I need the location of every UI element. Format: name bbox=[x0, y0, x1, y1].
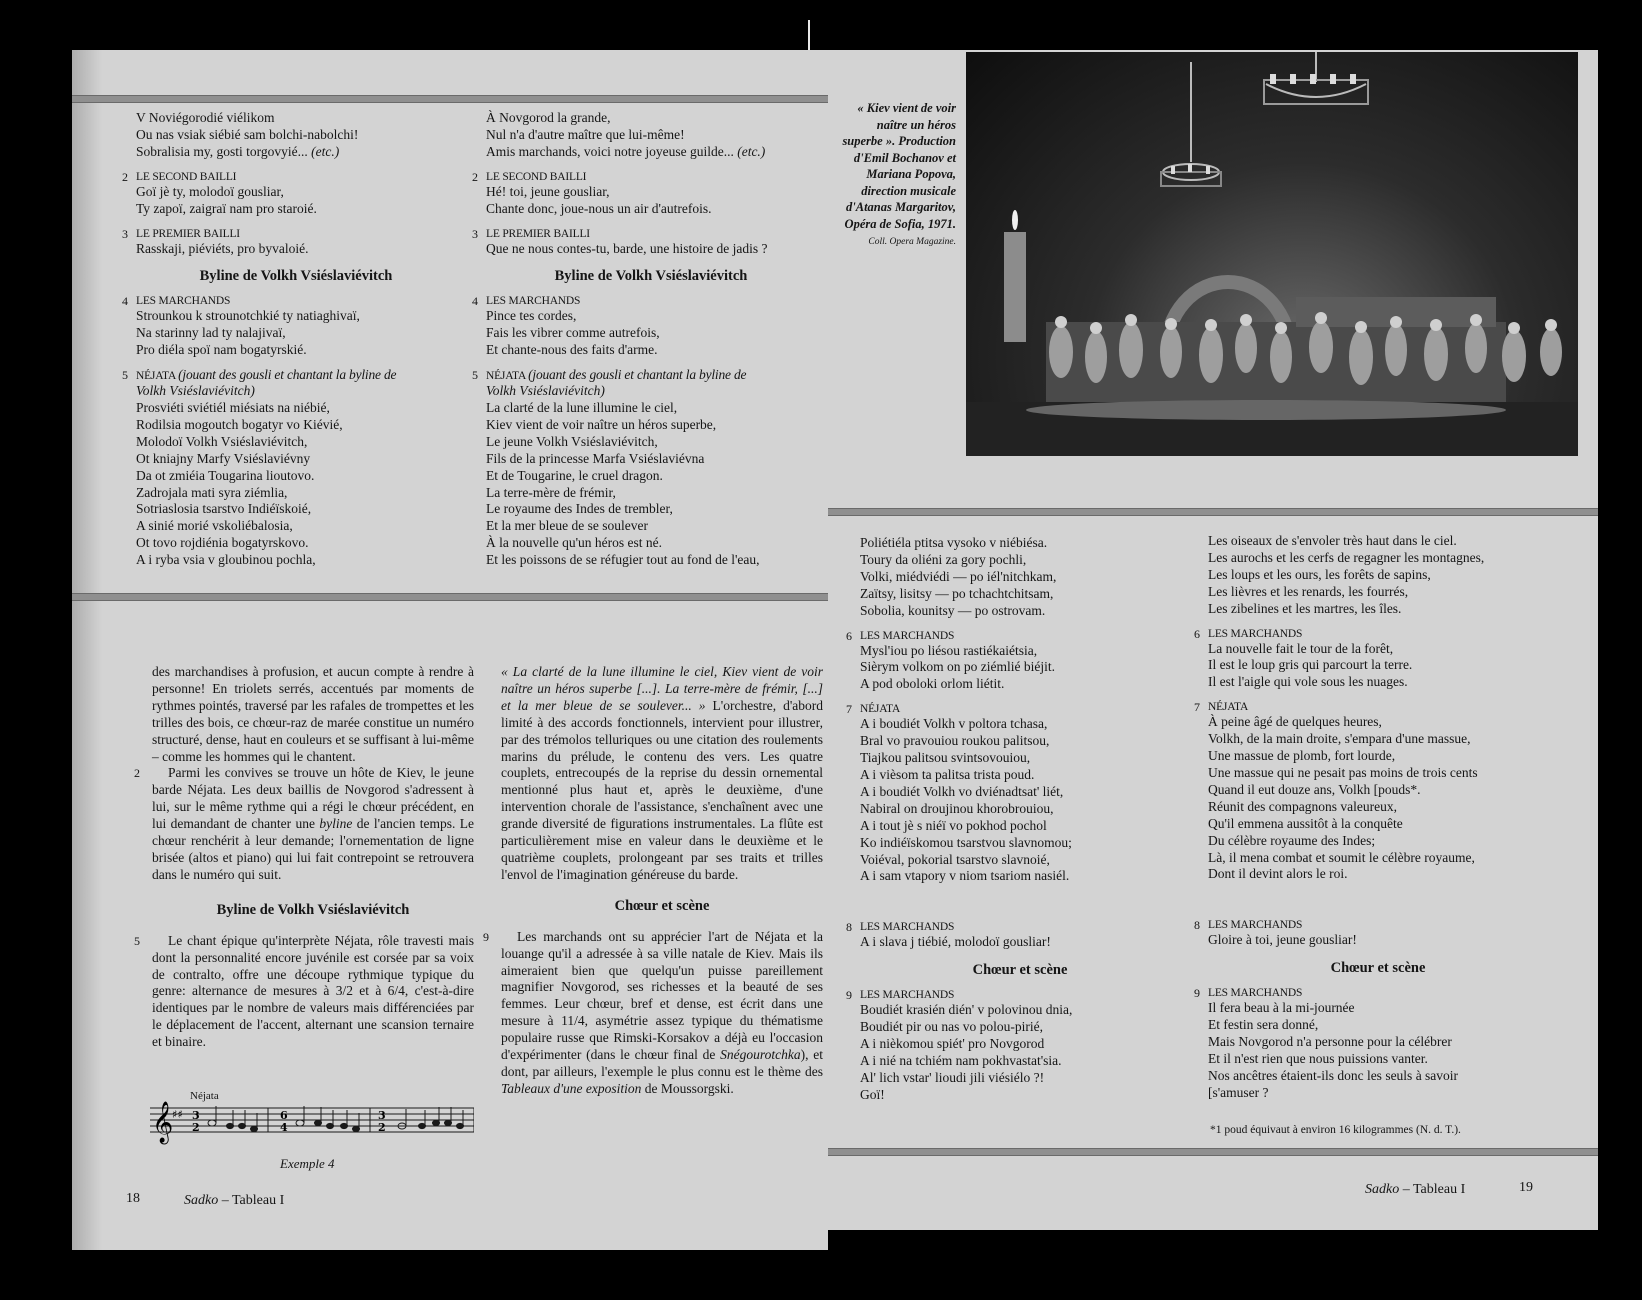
verse-line: Rodilsia mogoutch bogatyr vo Kiévié, bbox=[136, 416, 343, 432]
commentary-text: Parmi les convives se trouve un hôte de Kiev, le jeune barde Néjata. Les deux baillis de Novgorod s'adressent à lui, sur le même rythme qui a régi le chœur précédent, en lui demandant de chanter une bbox=[152, 765, 474, 832]
verse-line: Quand il eut douze ans, Volkh [pouds*. bbox=[1208, 781, 1421, 797]
verse-line: Les lièvres et les renards, les fourrés, bbox=[1208, 583, 1409, 599]
footer-running-title-right bbox=[1365, 1182, 1465, 1198]
speaker-name: LES MARCHANDS bbox=[486, 295, 581, 308]
etc-marker: (etc.) bbox=[311, 143, 340, 159]
verse-line: A i boudiét Volkh v poltora tchasa, bbox=[860, 716, 1048, 732]
speaker-label bbox=[472, 226, 816, 241]
paragraph-number: 9 bbox=[483, 929, 489, 944]
verse-line: Kiev vient de voir naître un héros superbe, bbox=[486, 416, 717, 432]
verse-line: Et les poissons de se réfugier tout au fond de l'eau, bbox=[486, 552, 760, 568]
speaker-label bbox=[846, 988, 1180, 1003]
footer-page-number-left: 18 bbox=[126, 1191, 140, 1206]
verse-line: Voiéval, pokorial tsarstvo slavnoié, bbox=[860, 851, 1050, 867]
verse-line: La nouvelle fait le tour de la forêt, bbox=[1208, 640, 1394, 656]
verse-line: Mais Novgorod n'a personne pour la célébrer bbox=[1208, 1033, 1452, 1049]
speaker-name: NÉJATA bbox=[136, 370, 176, 383]
verse-line: Goï! bbox=[860, 1086, 885, 1102]
speaker-name: LES MARCHANDS bbox=[1208, 919, 1303, 932]
speaker-label bbox=[122, 169, 456, 184]
speaker-name: LE PREMIER BAILLI bbox=[486, 227, 590, 240]
speaker-name: LES MARCHANDS bbox=[1208, 987, 1303, 1000]
verse-line: Da ot zmiéia Tougarina lioutovo. bbox=[136, 467, 315, 483]
stage-direction: (jouant des gousli et chantant la byline de bbox=[528, 367, 747, 383]
verse-line: La terre-mère de frémir, bbox=[486, 484, 616, 500]
verse-line: Dont il devint alors le roi. bbox=[1208, 866, 1348, 882]
verse-column-french-right bbox=[1194, 533, 1548, 1102]
verse-line: A i vièsom ta palitsa trista poud. bbox=[860, 766, 1035, 782]
verse-line: Nos ancêtres étaient-ils donc les seuls à savoir bbox=[1208, 1067, 1459, 1083]
verse-line: Que ne nous contes-tu, barde, une histoire de jadis ? bbox=[486, 240, 768, 256]
footer-title: Sadko bbox=[184, 1193, 219, 1208]
speaker-name: NÉJATA bbox=[1208, 701, 1249, 714]
verse-line: Poliétiéla ptitsa vysoko v niébiésa. bbox=[860, 535, 1048, 550]
svg-text:3: 3 bbox=[192, 1109, 200, 1122]
etc-marker: (etc.) bbox=[737, 143, 766, 159]
stanza-number: 3 bbox=[122, 226, 128, 241]
verse-heading: Chœur et scène bbox=[972, 962, 1068, 979]
commentary-text: de l'ancien temps. Le chœur renchérit à leur demande; l'ornementation de ligne brisée (altos et piano) qui lui fait contrepoint se retrouvera dans le numéro qui suit. bbox=[152, 816, 474, 882]
commentary-text: ), et dont, par ailleurs, l'exemple le plus connu est le thème des bbox=[501, 1047, 823, 1079]
stanza-number: 9 bbox=[1194, 986, 1200, 1001]
verse-line: A pod oboloki orlom liétit. bbox=[860, 676, 1005, 692]
verse-stanza bbox=[846, 702, 1180, 885]
verse-line: À la nouvelle qu'un héros est né. bbox=[486, 535, 663, 551]
stanza-number: 8 bbox=[846, 920, 852, 935]
stanza-number: 7 bbox=[846, 702, 852, 717]
footer-tableau: – Tableau I bbox=[1402, 1182, 1466, 1197]
verse-line: A i sam vtapory v niom tsariom nasiél. bbox=[860, 868, 1070, 884]
stage-direction: Volkh Vsiéslaviévitch) bbox=[136, 383, 255, 399]
stanza-number: 6 bbox=[846, 628, 852, 643]
commentary-italic: byline bbox=[319, 816, 353, 832]
verse-line: Goï jè ty, molodoï gousliar, bbox=[136, 183, 284, 199]
footer-tableau: – Tableau I bbox=[221, 1193, 285, 1208]
verse-gap bbox=[860, 885, 1180, 911]
verse-line: Tiajkou palitsou svintsovouiou, bbox=[860, 750, 1031, 766]
verse-stanza bbox=[122, 169, 456, 218]
speaker-label bbox=[1194, 918, 1548, 933]
verse-line: Volki, miédviédi — po iél'nitchkam, bbox=[860, 568, 1057, 584]
verse-line: Sotriaslosia tsarstvo Indiéïskoié, bbox=[136, 501, 312, 517]
speaker-label bbox=[472, 169, 816, 184]
verse-line: Sobolia, kounitsy — po ostrovam. bbox=[860, 602, 1046, 618]
verse-stanza bbox=[122, 367, 456, 569]
verse-line: Sobralisia my, gosti torgovyié... (etc.) bbox=[136, 143, 340, 159]
svg-text:2: 2 bbox=[192, 1121, 200, 1134]
verse-line: A i nièkomou spiét' pro Novgorod bbox=[860, 1035, 1045, 1051]
stage-direction: Volkh Vsiéslaviévitch) bbox=[486, 383, 605, 399]
verse-line: [s'amuser ? bbox=[1208, 1084, 1269, 1100]
stage-photograph-art bbox=[966, 52, 1578, 456]
speaker-name: LES MARCHANDS bbox=[136, 295, 231, 308]
caption-text: « Kiev vient de voir naître un héros superbe ». Production d'Emil Bochanov et Mariana Popova, direction musicale d'Atanas Margaritov, Opéra de Sofia, 1971. bbox=[842, 101, 956, 231]
stanza-number: 8 bbox=[1194, 918, 1200, 933]
speaker-label bbox=[1194, 626, 1548, 641]
speaker-name: LE PREMIER BAILLI bbox=[136, 227, 240, 240]
speaker-name: LE SECOND BAILLI bbox=[486, 170, 587, 183]
music-example-staff bbox=[150, 1088, 474, 1148]
commentary-paragraph-1: des marchandises à profusion, et aucun compte à rendre à personne! En triolets serrés, accentués par moments de rythmes pointés, traversé par les rafales de trompettes et les trilles des bois, ce chœur-raz de marée constitue un numéro structuré, dense, haut en couleurs et se suffisant à lui-même – comme les hommes qui le chantent. bbox=[152, 664, 474, 764]
verse-column-russian-right bbox=[846, 535, 1180, 1104]
commentary-column-2 bbox=[483, 664, 824, 1098]
verse-line: Les oiseaux de s'envoler très haut dans le ciel. bbox=[1208, 533, 1457, 548]
verse-line: Mysl'iou po liésou rastiékaiétsia, bbox=[860, 642, 1038, 658]
verse-stanza bbox=[860, 535, 1180, 620]
speaker-name: LES MARCHANDS bbox=[860, 989, 955, 1002]
verse-line: Il fera beau à la mi-journée bbox=[1208, 1000, 1355, 1016]
verse-line: Gloire à toi, jeune gousliar! bbox=[1208, 932, 1357, 948]
photo-credit: Coll. Opera Magazine. bbox=[868, 237, 956, 247]
verse-stanza bbox=[846, 920, 1180, 951]
verse-heading: Byline de Volkh Vsiéslaviévitch bbox=[554, 268, 748, 285]
verse-line: Les loups et les ours, les forêts de sapins, bbox=[1208, 566, 1431, 582]
verse-line: Strounkou k strounotchkié ty natiaghivaï, bbox=[136, 308, 360, 324]
verse-line: Là, il mena combat et soumit le célèbre royaume, bbox=[1208, 849, 1475, 865]
commentary-text: Les marchands ont su apprécier l'art de Néjata et la louange qu'il a adressée à sa ville natale de Kiev. Mais ils aimeraient bien que quelqu'un puisse pareillement magnifier Novgorod, ses richesses et la beauté de ses femmes. Leur chœur, bref et dense, est écrit dans une mesure à 11/4, asymétrie assez typique du thématisme populaire russe que Rimski-Korsakov a déjà eu l'occasion d'expérimenter (dans le chœur final de bbox=[501, 928, 823, 1063]
stanza-number: 4 bbox=[472, 294, 478, 309]
verse-line: Zadrojala mati syra ziémlia, bbox=[136, 484, 288, 500]
speaker-label bbox=[1194, 986, 1548, 1001]
speaker-label bbox=[122, 226, 456, 241]
speaker-name: NÉJATA bbox=[486, 370, 526, 383]
commentary-text: de Moussorgski. bbox=[641, 1080, 734, 1096]
verse-line: Et il n'est rien que nous puissions vanter. bbox=[1208, 1050, 1428, 1066]
stanza-number: 3 bbox=[472, 226, 478, 241]
stanza-number: 7 bbox=[1194, 700, 1200, 715]
verse-line: Bral vo pravouiou roukou palitsou, bbox=[860, 733, 1050, 749]
speaker-label bbox=[472, 294, 816, 309]
stage-photograph bbox=[966, 52, 1578, 456]
verse-line: Ot kniajny Marfy Vsiéslaviévny bbox=[136, 450, 311, 466]
stanza-number: 4 bbox=[122, 294, 128, 309]
verse-heading: Chœur et scène bbox=[1330, 960, 1426, 977]
verse-gap bbox=[1208, 883, 1548, 909]
verse-line: Pro diéla spoï nam bogatyrskié. bbox=[136, 342, 307, 358]
verse-line: Une massue de plomb, fort lourde, bbox=[1208, 748, 1396, 764]
verse-line: Hé! toi, jeune gousliar, bbox=[486, 183, 610, 199]
example-voice-label: Néjata bbox=[190, 1090, 219, 1102]
verse-line: Du célèbre royaume des Indes; bbox=[1208, 832, 1376, 848]
verse-stanza bbox=[122, 226, 456, 258]
verse-line: Et la mer bleue de se soulever bbox=[486, 518, 648, 534]
page-shadow bbox=[72, 50, 102, 1250]
footer-page-number-right: 19 bbox=[1519, 1180, 1533, 1195]
svg-text:𝄞: 𝄞 bbox=[152, 1102, 174, 1143]
middle-rule bbox=[72, 593, 828, 601]
verse-stanza bbox=[472, 294, 816, 359]
paragraph-number: 2 bbox=[134, 766, 140, 781]
footer-title: Sadko bbox=[1365, 1182, 1400, 1197]
verse-line: Le royaume des Indes de trembler, bbox=[486, 501, 673, 517]
verse-line: Prosviéti sviétiél miésiats na niébié, bbox=[136, 399, 330, 415]
photo-caption bbox=[836, 100, 956, 251]
verse-line: Volkh, de la main droite, s'empara d'une massue, bbox=[1208, 731, 1471, 747]
verse-line: À Novgorod la grande, bbox=[486, 110, 611, 125]
commentary-paragraph-3 bbox=[134, 932, 474, 1051]
speaker-label bbox=[846, 702, 1180, 717]
verse-line: Les aurochs et les cerfs de regagner les montagnes, bbox=[1208, 549, 1485, 565]
verse-line: Le jeune Volkh Vsiéslaviévitch, bbox=[486, 433, 658, 449]
verse-line: Na starinny lad ty nalajivaï, bbox=[136, 325, 286, 341]
speaker-name: LES MARCHANDS bbox=[860, 921, 955, 934]
verse-line: Sièrym volkom on po ziémlié biéjit. bbox=[860, 659, 1055, 675]
verse-line: A i slava j tiébié, molodoï gousliar! bbox=[860, 934, 1051, 950]
upper-rule bbox=[828, 508, 1598, 516]
commentary-paragraph-5 bbox=[483, 928, 823, 1098]
verse-line: Nul n'a d'autre maître que lui-même! bbox=[486, 126, 685, 142]
verse-line: Les zibelines et les martres, les îles. bbox=[1208, 600, 1402, 616]
stage-direction: (jouant des gousli et chantant la byline de bbox=[178, 367, 397, 383]
verse-stanza bbox=[1194, 986, 1548, 1101]
commentary-italic: Tableaux d'une exposition bbox=[501, 1080, 642, 1096]
verse-line: Amis marchands, voici notre joyeuse guilde... (etc.) bbox=[486, 143, 766, 159]
speaker-label bbox=[846, 628, 1180, 643]
commentary-paragraph-4 bbox=[501, 664, 823, 884]
verse-line: A i nié na tchiém nam pokhvastat'sia. bbox=[860, 1052, 1062, 1068]
speaker-name: NÉJATA bbox=[860, 703, 901, 716]
section-heading-choeur: Chœur et scène bbox=[614, 897, 710, 914]
speaker-label bbox=[1194, 700, 1548, 715]
verse-line: Toury da oliéni za gory pochli, bbox=[860, 551, 1027, 567]
verse-line: À peine âgé de quelques heures, bbox=[1208, 714, 1382, 730]
verse-line: Et festin sera donné, bbox=[1208, 1017, 1319, 1033]
verse-line: Et de Tougarine, le cruel dragon. bbox=[486, 467, 663, 483]
verse-stanza bbox=[472, 226, 816, 258]
verse-stanza bbox=[1194, 700, 1548, 883]
commentary-text: L'orchestre, d'abord limité à des accords fonctionnels, intervient pour illustrer, par des trémolos telluriques ou une citation des roulements marins du prélude, le contenu des vers. Les quatre couplets, entrecoupés de la reprise du dessin ornemental mentionné plus haut et, après le deuxième, d'une intervention chorale de l'assistance, s'enchaînent avec une grande diversité de figurations instrumentales. La flûte est particulièrement mise en valeur dans le deuxième et le quatrième couplets, prolongeant par ses traits et trilles l'envol de l'imagination généreuse du barde. bbox=[501, 697, 824, 882]
speaker-name: LE SECOND BAILLI bbox=[136, 170, 237, 183]
verse-line: Molodoï Volkh Vsiéslaviévitch, bbox=[136, 433, 308, 449]
commentary-quote: « La clarté de la lune illumine le ciel, Kiev vient de voir naître un héros superbe [...]. La terre-mère de frémir, [...] et la mer bleue de se soulever... » bbox=[501, 664, 823, 713]
speaker-label bbox=[846, 920, 1180, 935]
verse-line: A i boudiét Volkh vo dviénadtsat' liét, bbox=[860, 783, 1064, 799]
verse-line: Al' lich vstar' lioudi jili viésiélo ?! bbox=[860, 1069, 1045, 1085]
verse-column-russian-left bbox=[122, 110, 456, 569]
verse-stanza bbox=[472, 367, 816, 569]
svg-text:♯♯: ♯♯ bbox=[172, 1108, 183, 1121]
verse-line: Il est le loup gris qui parcourt la terre. bbox=[1208, 657, 1413, 673]
verse-stanza bbox=[1194, 626, 1548, 692]
verse-stanza bbox=[846, 628, 1180, 694]
bottom-rule bbox=[828, 1148, 1598, 1156]
speaker-name: LES MARCHANDS bbox=[1208, 627, 1303, 640]
footer-running-title-left bbox=[184, 1193, 284, 1209]
verse-line: Ou nas vsiak siébié sam bolchi-nabolchi! bbox=[136, 126, 359, 142]
stanza-number: 6 bbox=[1194, 626, 1200, 641]
verse-line: Rasskaji, piéviéts, pro byvaloié. bbox=[136, 240, 309, 256]
svg-text:3: 3 bbox=[378, 1109, 386, 1122]
verse-line: Il est l'aigle qui vole sous les nuages. bbox=[1208, 674, 1408, 690]
footnote: *1 poud équivaut à environ 16 kilogrammes (N. d. T.). bbox=[1210, 1124, 1461, 1136]
speaker-label bbox=[122, 367, 456, 383]
stanza-number: 2 bbox=[472, 169, 478, 184]
commentary-italic: Snégourotchka bbox=[720, 1047, 801, 1063]
verse-line: Ot tovo rojdiénia bogatyrskovo. bbox=[136, 535, 309, 551]
verse-line: Une massue qui ne pesait pas moins de trois cents bbox=[1208, 764, 1478, 780]
verse-heading: Byline de Volkh Vsiéslaviévitch bbox=[199, 268, 393, 285]
verse-line: Réunit des compagnons valeureux, bbox=[1208, 798, 1397, 814]
verse-stanza bbox=[472, 169, 816, 218]
verse-stanza bbox=[846, 988, 1180, 1103]
verse-line: Ty zapoï, zaigraï nam pro staroié. bbox=[136, 200, 317, 216]
verse-stanza bbox=[1208, 533, 1548, 618]
stanza-number: 2 bbox=[122, 169, 128, 184]
svg-text:2: 2 bbox=[378, 1121, 386, 1134]
top-rule bbox=[72, 95, 828, 103]
verse-stanza bbox=[1194, 918, 1548, 949]
svg-text:6: 6 bbox=[280, 1109, 288, 1122]
verse-line: A i tout jè s niéï vo pokhod pochol bbox=[860, 817, 1047, 833]
example-caption: Exemple 4 bbox=[280, 1156, 335, 1171]
verse-line: Boudiét pir ou nas vo polou-pirié, bbox=[860, 1019, 1043, 1035]
commentary-column-1 bbox=[134, 664, 474, 1051]
verse-stanza bbox=[122, 294, 456, 359]
stanza-number: 5 bbox=[472, 368, 478, 383]
commentary-text: Le chant épique qu'interprète Néjata, rôle travesti mais dont la personnalité encore juvénile est corsée par sa voix de contralto, offre une découpe rythmique typique du genre: alternance de mesures à 3/2 et à 6/4, c'est-à-dire identiques par le nombre de valeurs mais différenciées par le déplacement de l'accent, alternant une scansion ternaire et binaire. bbox=[152, 932, 474, 1050]
verse-line: Zaïtsy, lisitsy — po tchachtchitsam, bbox=[860, 585, 1054, 601]
verse-stanza bbox=[136, 110, 456, 161]
stanza-number: 5 bbox=[122, 368, 128, 383]
verse-line: A sinié morié vskoliébalosia, bbox=[136, 518, 293, 534]
commentary-paragraph-2 bbox=[134, 765, 474, 883]
verse-line: La clarté de la lune illumine le ciel, bbox=[486, 399, 678, 415]
verse-line: Fais les vibrer comme autrefois, bbox=[486, 325, 660, 341]
verse-line: Pince tes cordes, bbox=[486, 308, 577, 324]
verse-line: Chante donc, joue-nous un air d'autrefois. bbox=[486, 200, 712, 216]
verse-line: Boudiét krasién dién' v polovinou dnia, bbox=[860, 1002, 1073, 1018]
verse-line: Qu'il emmena aussitôt à la conquête bbox=[1208, 815, 1403, 831]
verse-column-french-left bbox=[472, 110, 816, 569]
verse-line: Et chante-nous des faits d'arme. bbox=[486, 342, 658, 358]
verse-line: Nabiral on droujinou khorobrouiou, bbox=[860, 800, 1054, 816]
speaker-label bbox=[122, 294, 456, 309]
verse-line: V Noviégorodié viélikom bbox=[136, 110, 275, 125]
section-heading-byline: Byline de Volkh Vsiéslaviévitch bbox=[216, 901, 410, 918]
svg-text:4: 4 bbox=[280, 1121, 288, 1134]
stanza-number: 9 bbox=[846, 988, 852, 1003]
speaker-label bbox=[472, 367, 816, 383]
verse-line: Fils de la princesse Marfa Vsiéslaviévna bbox=[486, 450, 705, 466]
paragraph-number: 5 bbox=[134, 933, 140, 948]
speaker-name: LES MARCHANDS bbox=[860, 629, 955, 642]
verse-stanza bbox=[486, 110, 816, 161]
verse-line: A i ryba vsia v gloubinou pochla, bbox=[136, 552, 316, 568]
verse-line: Ko indiéïskomou tsarstvou slavnomou; bbox=[860, 834, 1072, 850]
